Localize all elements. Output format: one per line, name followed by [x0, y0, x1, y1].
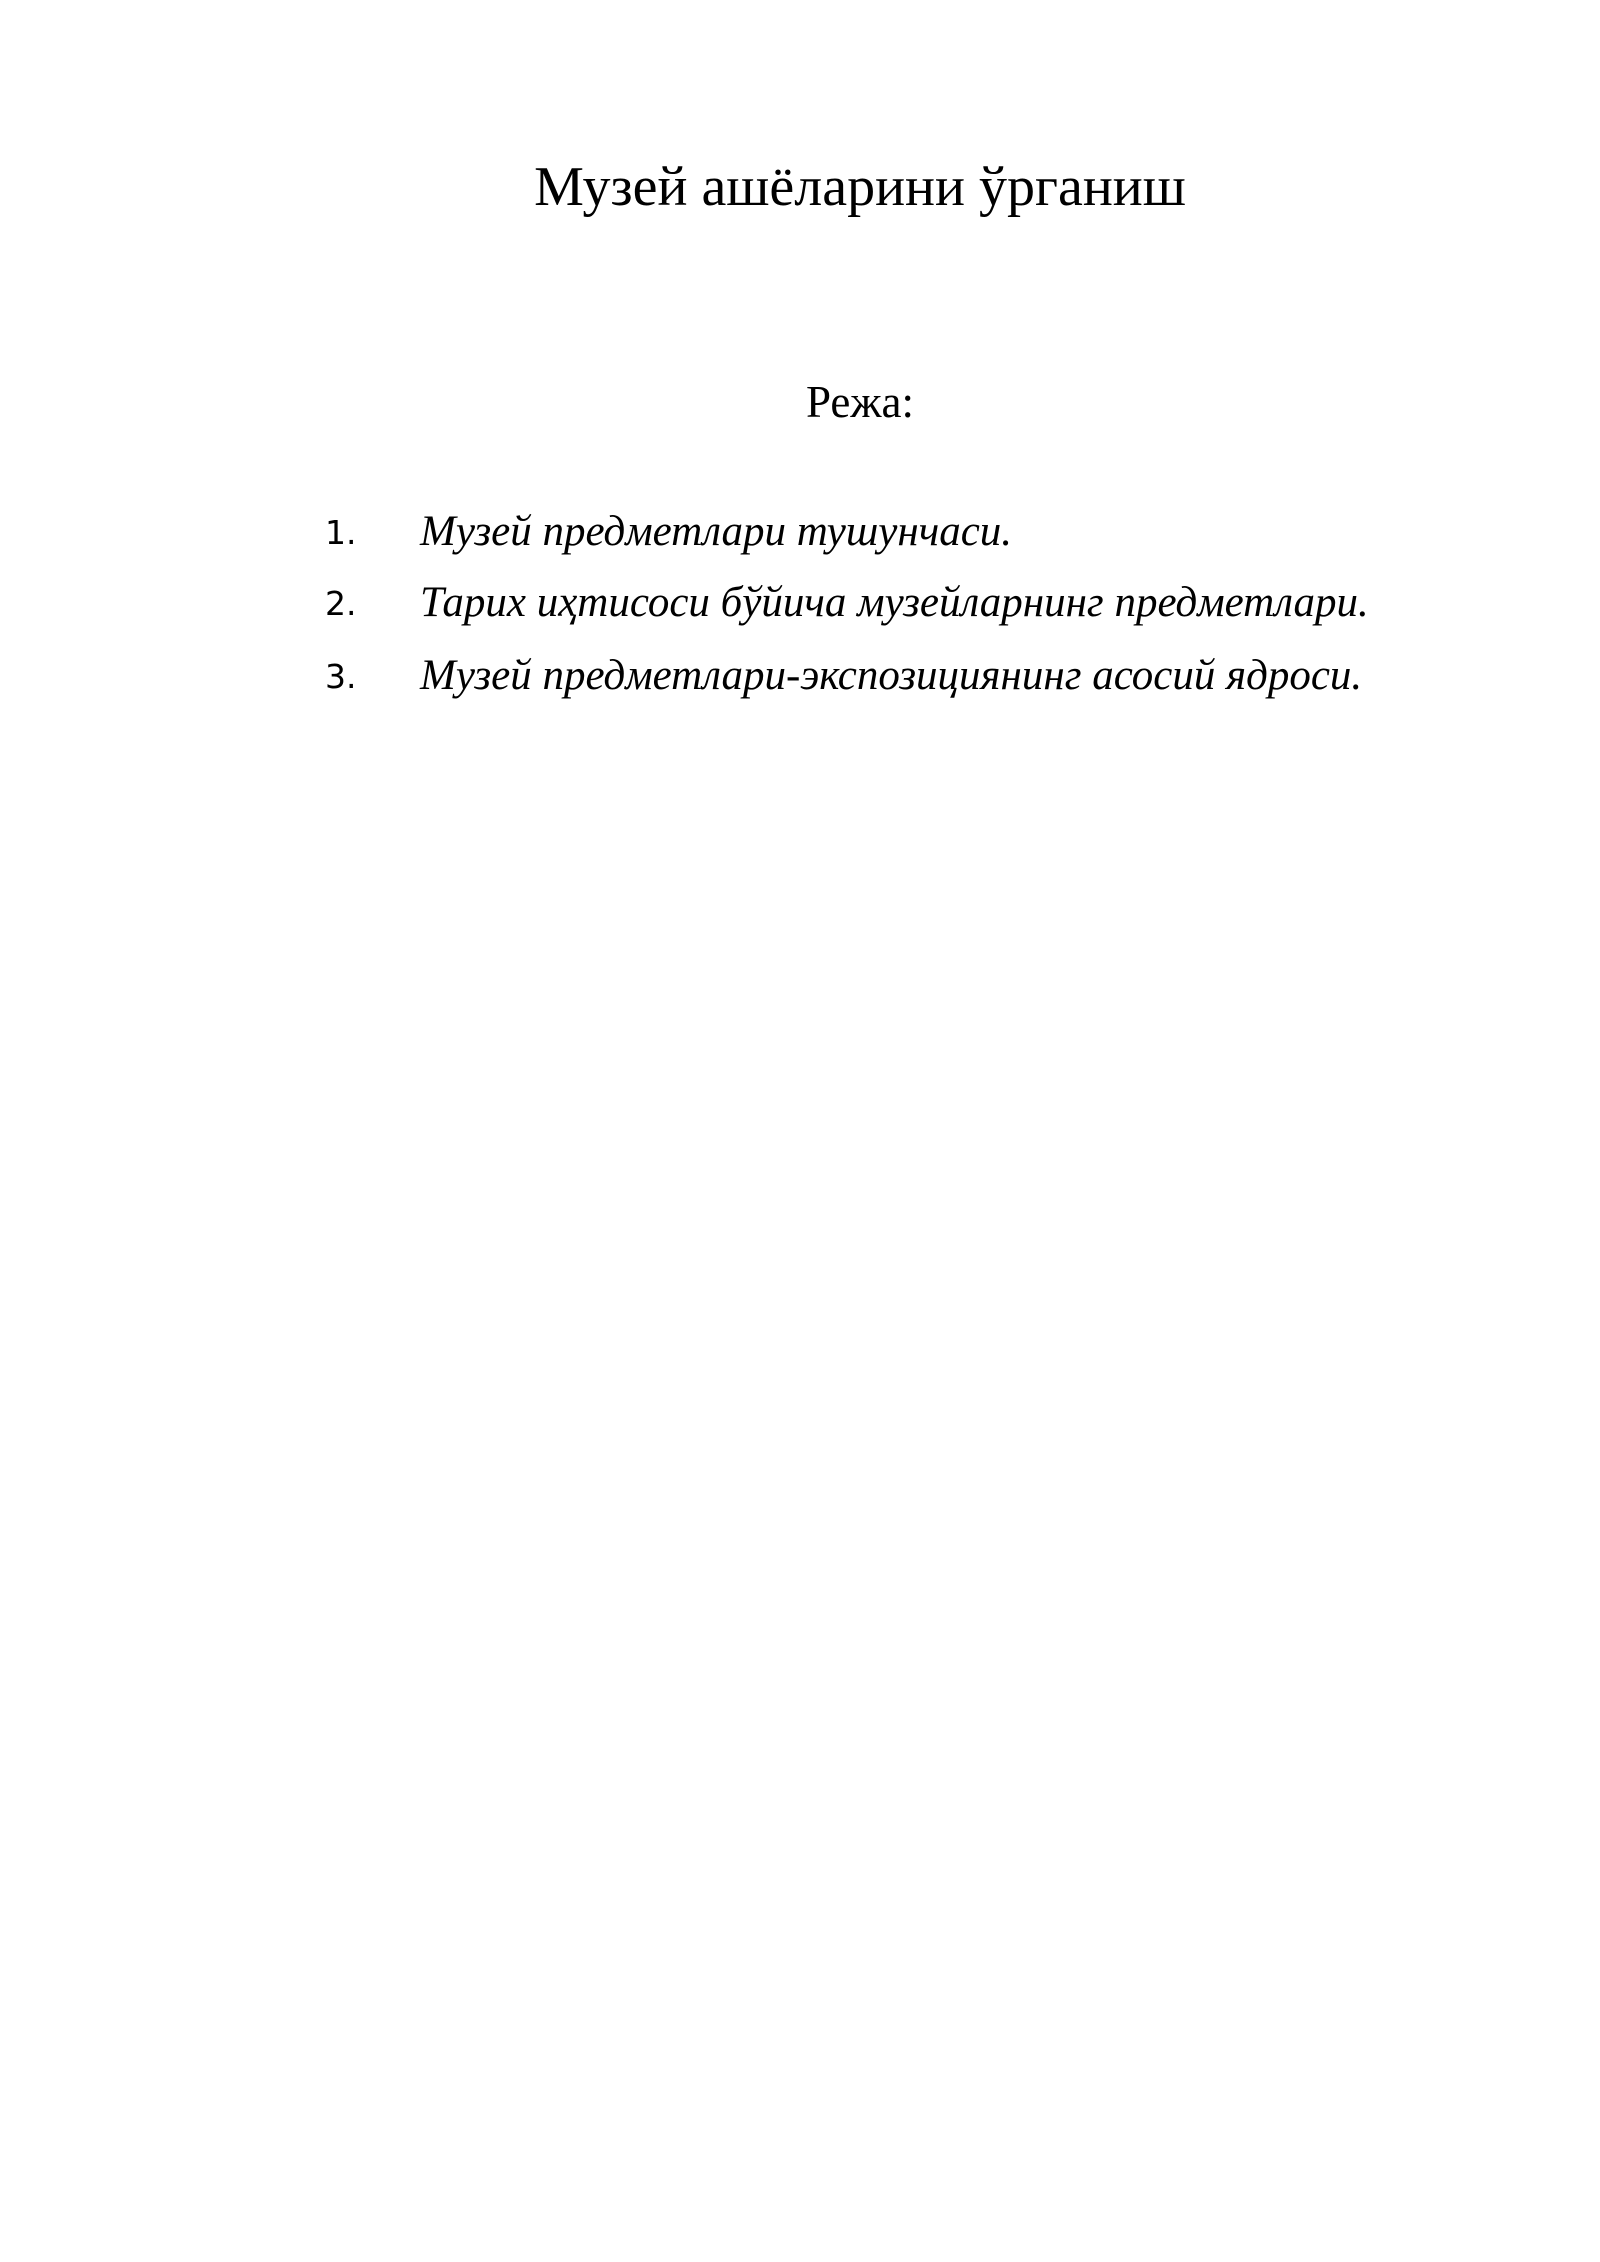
- plan-item-text: Тарих иҳтисоси бўйича музейларнинг предметлари.: [420, 579, 1369, 626]
- plan-item-number: 1.: [325, 513, 357, 552]
- document-title: Музей ашёларини ўрганиш: [534, 156, 1186, 218]
- plan-list-item: [0, 575, 1600, 635]
- plan-item-text: Музей предметлари-экспозициянинг асосий ядроси.: [420, 652, 1363, 699]
- plan-item-number: 2.: [325, 584, 357, 623]
- plan-list-item: [0, 648, 1600, 708]
- plan-item-number: 3.: [325, 657, 357, 696]
- plan-item-text: Музей предметлари тушунчаси.: [420, 508, 1013, 555]
- plan-list-item: [0, 504, 1600, 564]
- plan-heading: Режа:: [806, 377, 914, 427]
